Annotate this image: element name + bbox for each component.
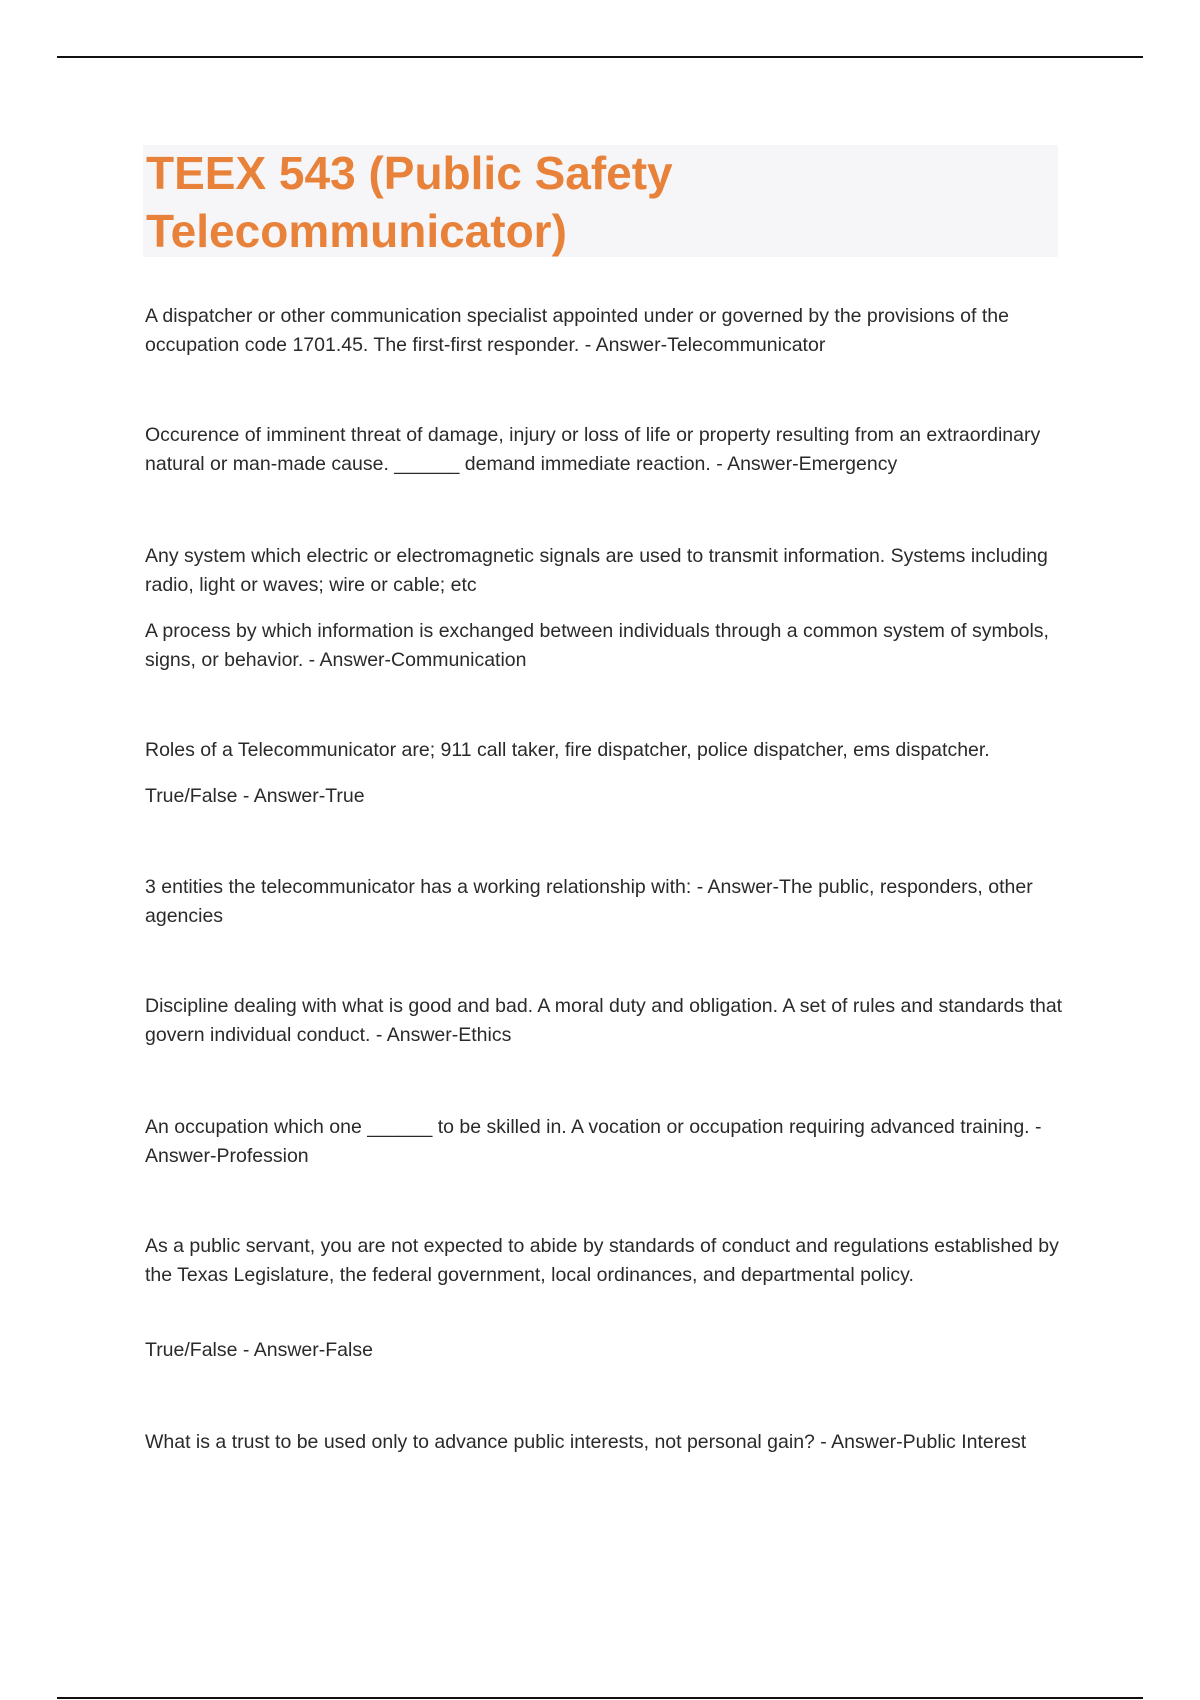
qa-item-telecommunicator: A dispatcher or other communication specialist appointed under or governed by the provisions of the occupation code 1701.45. The first-first responder. - Answer-Telecommunicator	[145, 305, 1009, 356]
bottom-divider	[57, 1697, 1143, 1699]
page-title: TEEX 543 (Public Safety Telecommunicator)	[146, 147, 673, 257]
qa-item-communication: A process by which information is exchanged between individuals through a common system of symbols, signs, or behavior. - Answer-Communication	[145, 620, 1049, 671]
qa-item-communication-system: Any system which electric or electromagnetic signals are used to transmit information. Systems including radio, light or waves; wire or cable; etc	[145, 545, 1048, 596]
qa-item-emergency: Occurence of imminent threat of damage, injury or loss of life or property resulting from an extraordinary natural or man-made cause. ______ demand immediate reaction. - Answer-Emergency	[145, 424, 1041, 475]
qa-item-profession: An occupation which one ______ to be skilled in. A vocation or occupation requiring advanced training. - Answer-Profession	[145, 1116, 1042, 1167]
qa-item-public-interest: What is a trust to be used only to advance public interests, not personal gain? - Answer-Public Interest	[145, 1431, 1027, 1453]
qa-item-ethics: Discipline dealing with what is good and bad. A moral duty and obligation. A set of rules and standards that govern individual conduct. - Answer-Ethics	[145, 995, 1063, 1046]
qa-item-public-servant-answer: True/False - Answer-False	[145, 1339, 373, 1361]
qa-item-entities: 3 entities the telecommunicator has a working relationship with: - Answer-The public, responders, other agencies	[145, 876, 1033, 927]
qa-item-roles-answer: True/False - Answer-True	[145, 785, 365, 807]
qa-item-roles: Roles of a Telecommunicator are; 911 call taker, fire dispatcher, police dispatcher, ems dispatcher.	[145, 739, 990, 761]
top-divider	[57, 56, 1143, 58]
qa-item-public-servant: As a public servant, you are not expected to abide by standards of conduct and regulations established by the Texas Legislature, the federal government, local ordinances, and departmental policy.	[145, 1235, 1059, 1286]
